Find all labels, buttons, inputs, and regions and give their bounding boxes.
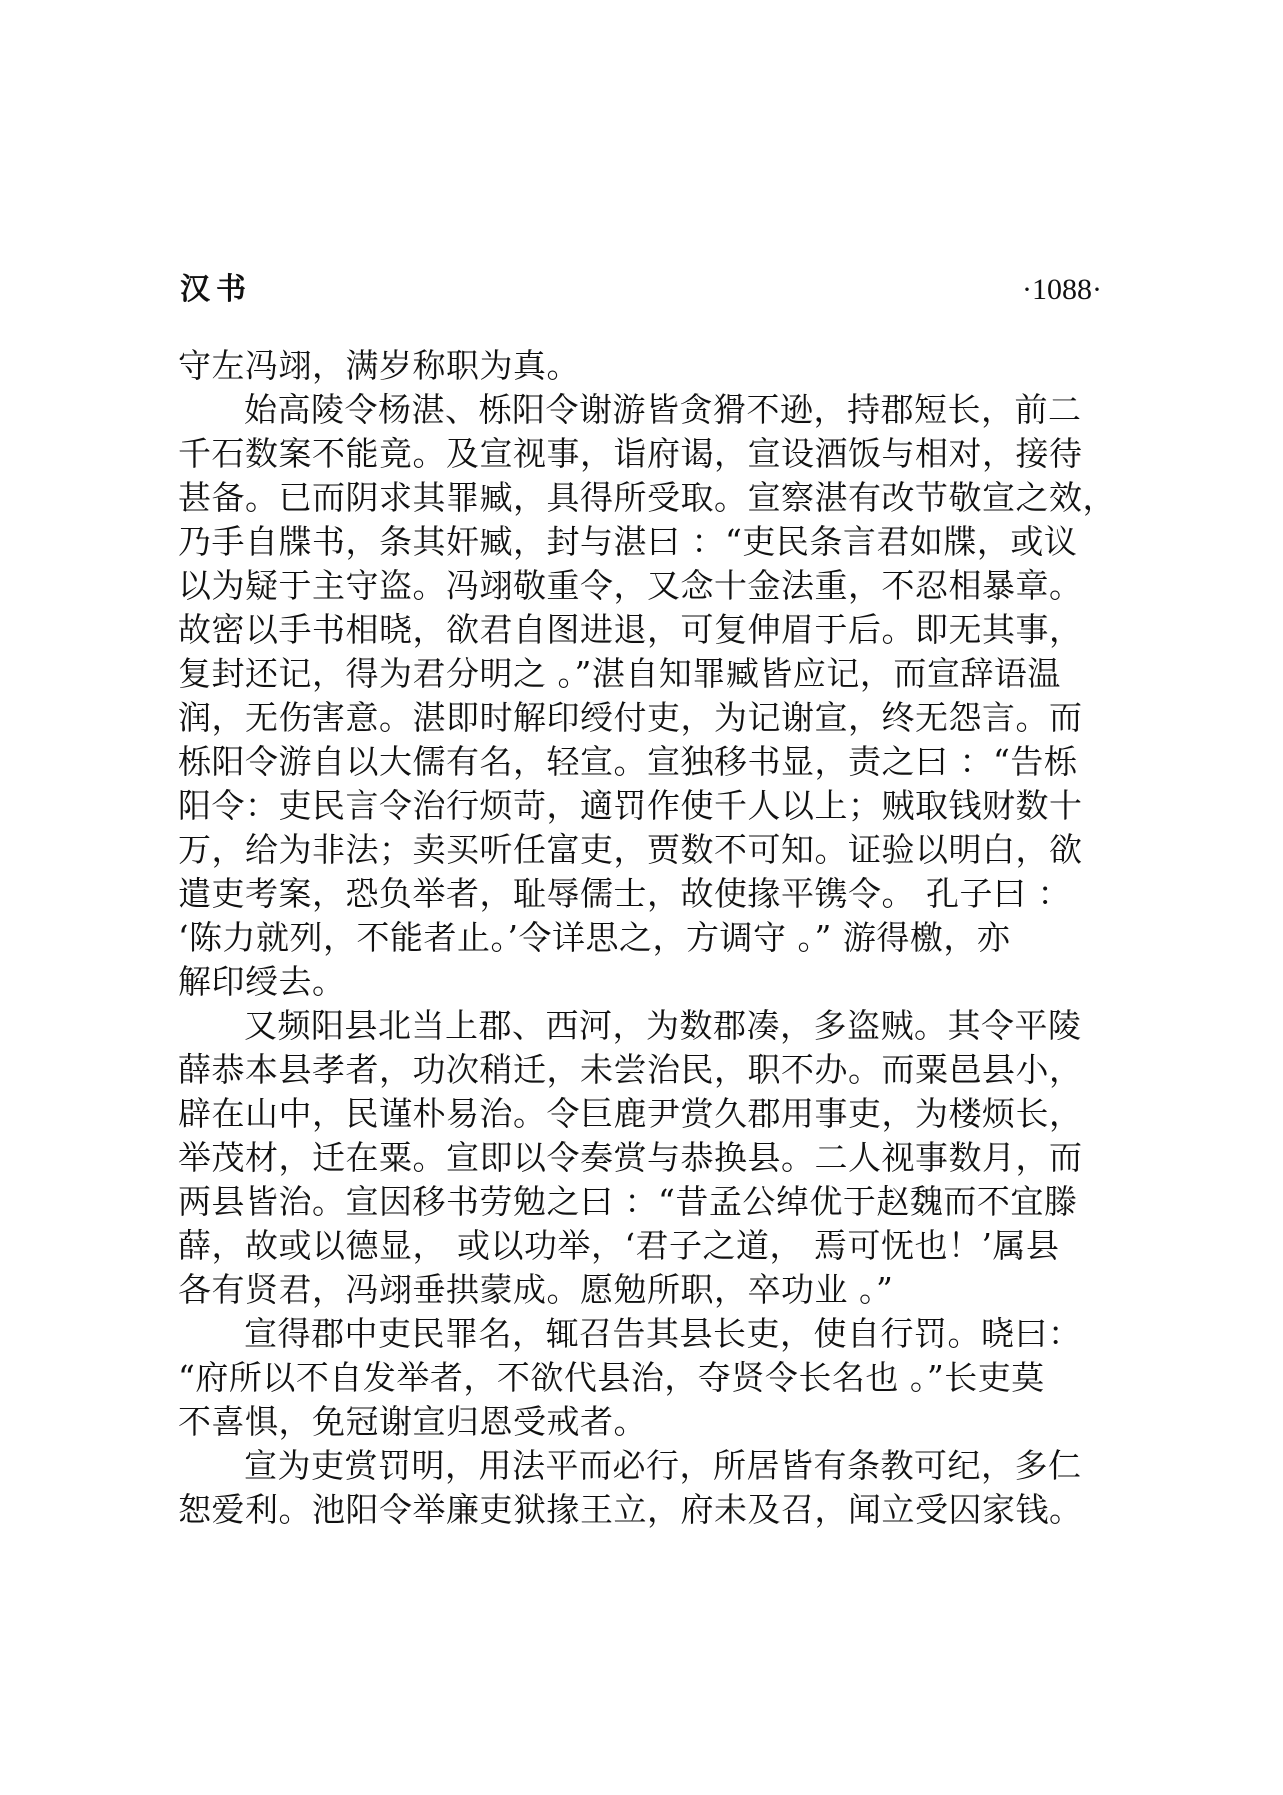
text-line: 万，给为非法；卖买听任富吏，贾数不可知。证验以明白，欲 — [178, 830, 1083, 869]
text-line: 解印绶去。 — [178, 962, 346, 1001]
text-line: 阳令：吏民言令治行烦苛，適罚作使千人以上；贼取钱财数十 — [178, 786, 1083, 825]
text-line: 栎阳令游自以大儒有名，轻宣。宣独移书显，责之曰 ：“告栎 — [178, 742, 1078, 781]
text-line: 故密以手书相晓，欲君自图进退，可复伸眉于后。即无其事， — [178, 610, 1083, 649]
text-line: 乃手自牒书，条其奸臧，封与湛曰 ：“吏民条言君如牒，或议 — [178, 522, 1078, 561]
text-line: ‘陈力就列，不能者止。’令详思之，方调守 。” 游得檄，亦 — [178, 918, 1011, 957]
text-line: 复封还记，得为君分明之 。”湛自知罪臧皆应记，而宣辞语温 — [178, 654, 1061, 693]
body-text — [178, 344, 1116, 1532]
text-line: 不喜惧，免冠谢宣归恩受戒者。 — [178, 1402, 647, 1441]
text-line: 恕爱利。池阳令举廉吏狱掾王立，府未及召，闻立受囚家钱。 — [178, 1490, 1083, 1529]
text-line: 举茂材，迁在粟。宣即以令奏赏与恭换县。二人视事数月，而 — [178, 1138, 1083, 1177]
text-line: 薛恭本县孝者，功次稍迁，未尝治民，职不办。而粟邑县小， — [178, 1050, 1083, 1089]
page-header — [180, 268, 1102, 312]
text-line: 甚备。已而阴求其罪臧，具得所受取。宣察湛有改节敬宣之效， — [178, 478, 1116, 517]
text-line: “府所以不自发举者，不欲代县治，夺贤令长名也 。”长吏莫 — [178, 1358, 1045, 1397]
text-line: 各有贤君，冯翊垂拱蒙成。愿勉所职，卒功业 。” — [178, 1270, 894, 1309]
text-line: 宣为吏赏罚明，用法平而必行，所居皆有条教可纪，多仁 — [244, 1446, 1082, 1485]
text-line: 始高陵令杨湛、栎阳令谢游皆贪猾不逊，持郡短长，前二 — [244, 390, 1082, 429]
text-line: 润，无伤害意。湛即时解印绶付吏，为记谢宣，终无怨言。而 — [178, 698, 1083, 737]
text-line: 宣得郡中吏民罪名，辄召告其县长吏，使自行罚。晓曰： — [244, 1314, 1082, 1353]
text-line: 千石数案不能竟。及宣视事，诣府谒，宣设酒饭与相对，接待 — [178, 434, 1083, 473]
text-line: 遣吏考案，恐负举者，耻辱儒士，故使掾平镌令。 孔子曰 ： — [178, 874, 1071, 913]
page-number: ·1088· — [1022, 273, 1102, 306]
text-line: 辟在山中，民谨朴易治。令巨鹿尹赏久郡用事吏，为楼烦长， — [178, 1094, 1083, 1133]
text-line: 以为疑于主守盗。冯翊敬重令，又念十金法重，不忍相暴章。 — [178, 566, 1083, 605]
text-line: 又频阳县北当上郡、西河，为数郡凑，多盗贼。其令平陵 — [244, 1006, 1082, 1045]
text-line: 守左冯翊，满岁称职为真。 — [178, 346, 580, 385]
text-line: 两县皆治。宣因移书劳勉之曰 ：“昔孟公绰优于赵魏而不宜滕 — [178, 1182, 1078, 1221]
text-line: 薛，故或以德显， 或以功举，‘君子之道， 焉可怃也！’属县 — [178, 1226, 1060, 1265]
book-title: 汉书 — [180, 272, 252, 307]
